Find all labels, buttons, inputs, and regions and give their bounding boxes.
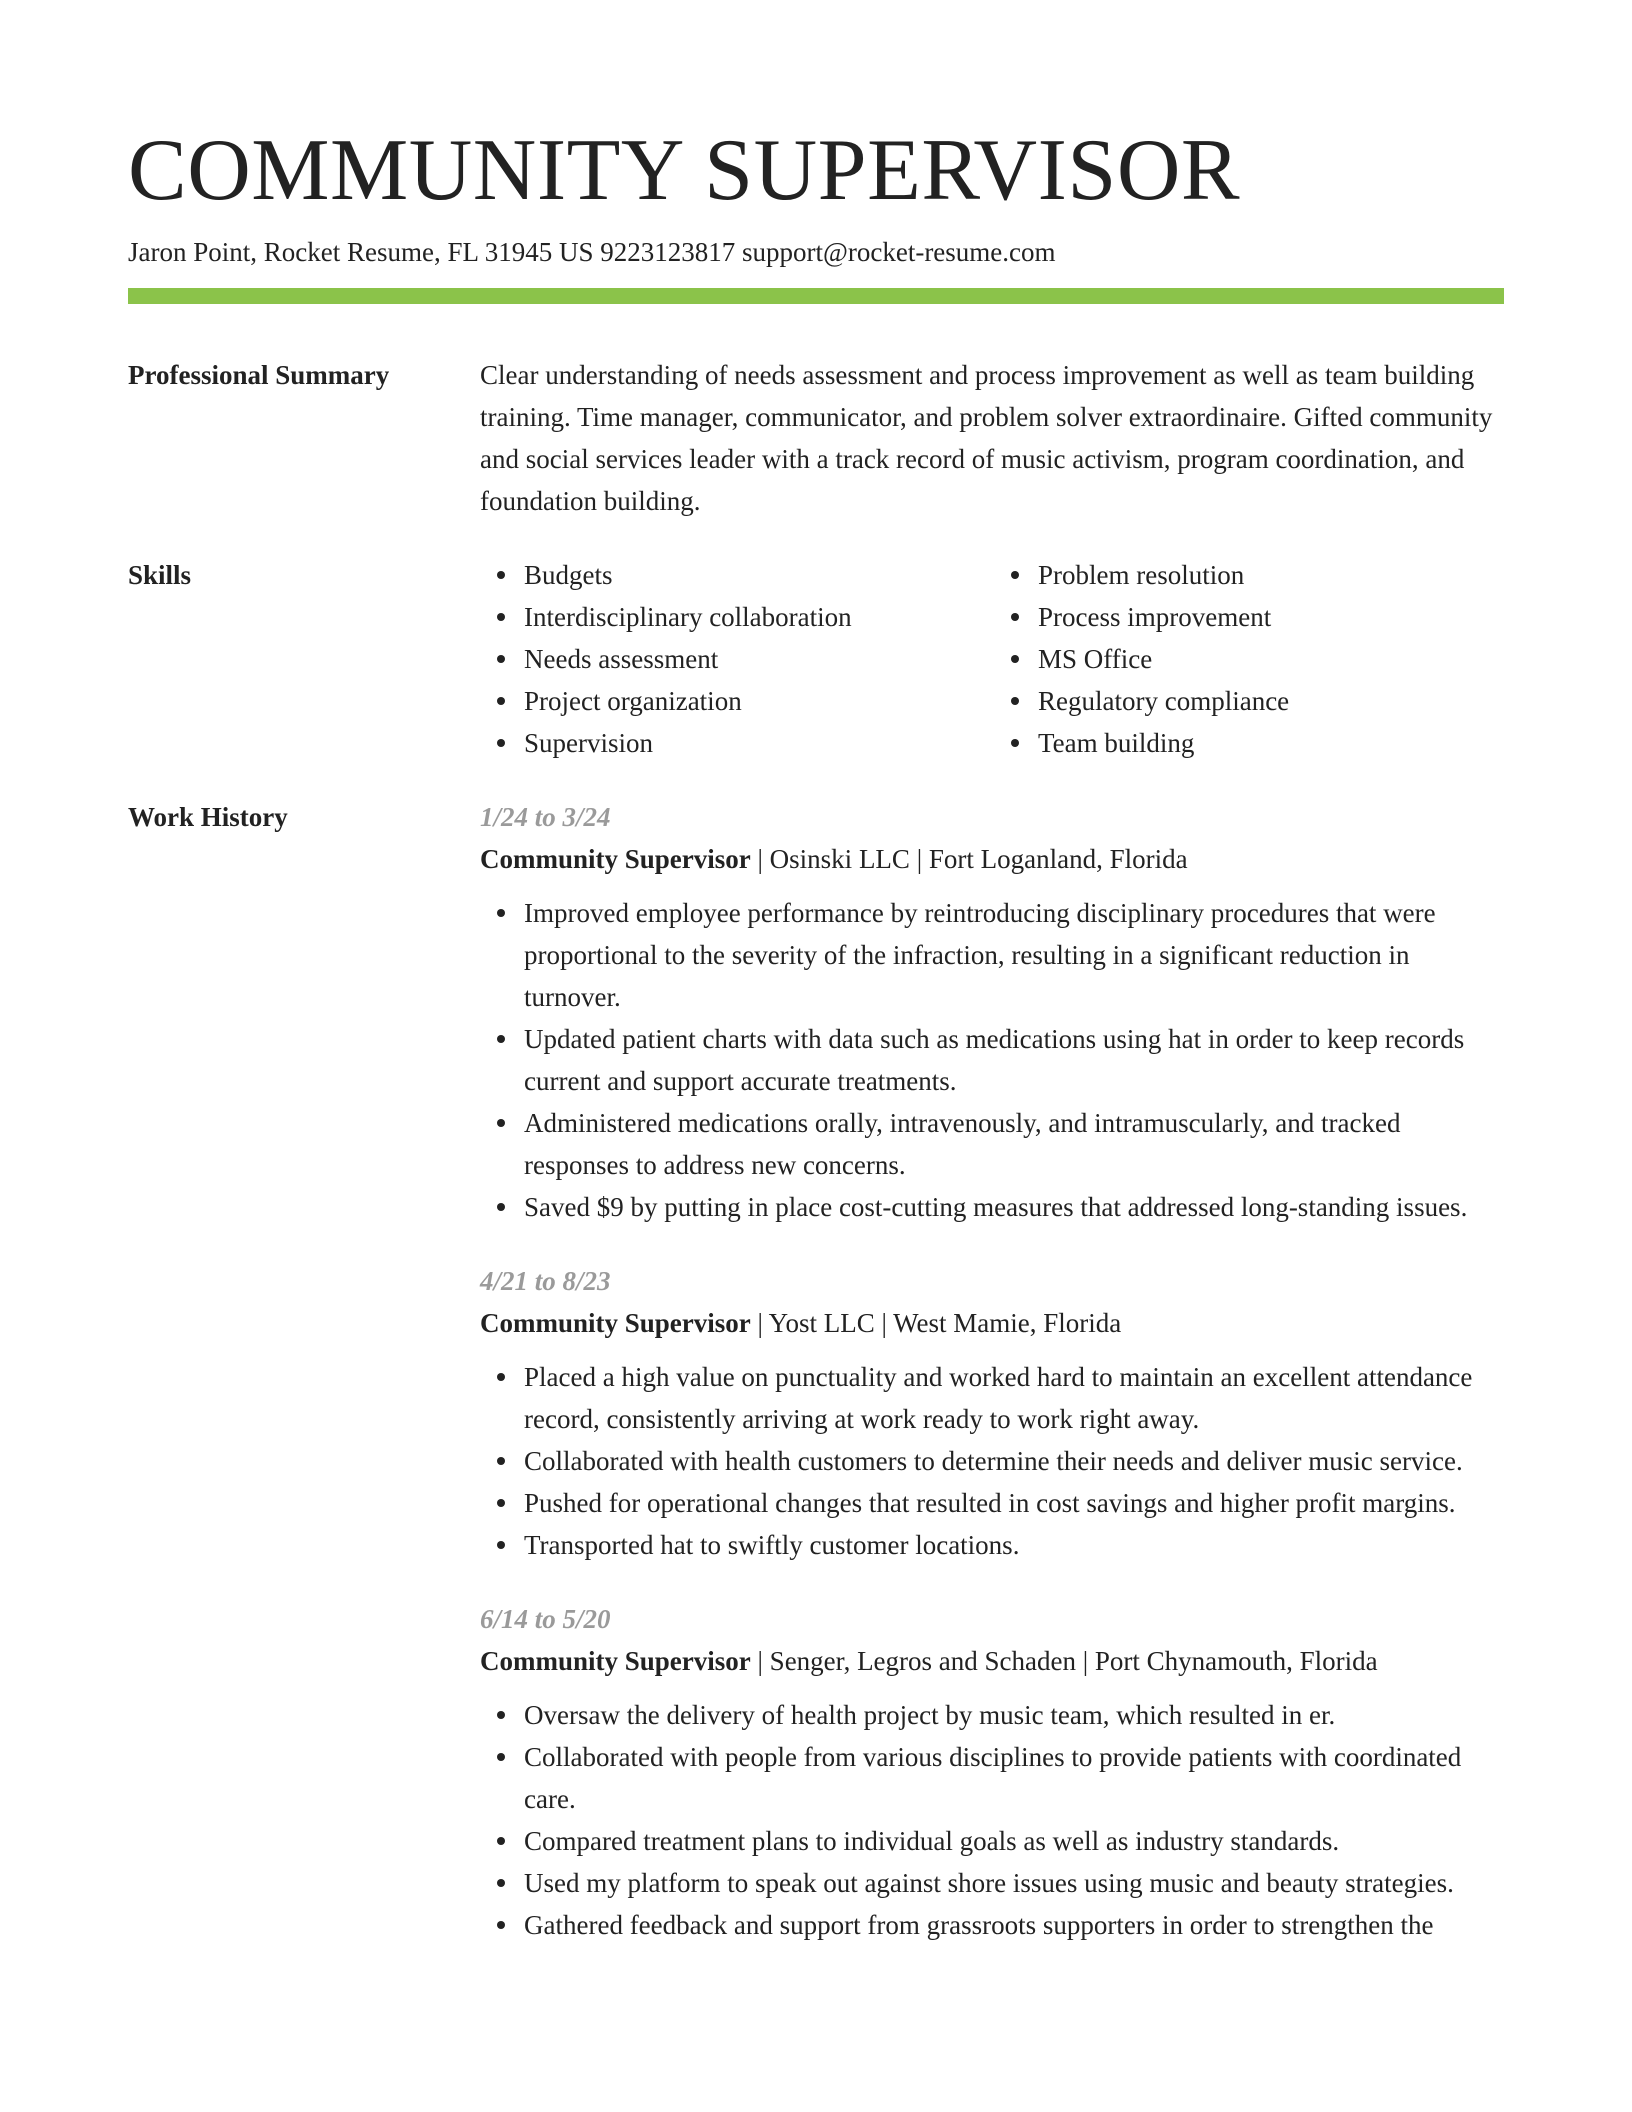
job-heading: Community Supervisor | Osinski LLC | Fort Loganland, Florida bbox=[480, 844, 1188, 874]
resume-title: COMMUNITY SUPERVISOR bbox=[128, 122, 1241, 219]
job-bullets bbox=[480, 892, 1504, 1228]
skill-item: Budgets bbox=[524, 554, 984, 596]
job-entry bbox=[480, 1260, 1504, 1566]
job-location: Fort Loganland, Florida bbox=[928, 844, 1188, 874]
skill-item: Regulatory compliance bbox=[1038, 680, 1498, 722]
job-title: Community Supervisor bbox=[480, 844, 751, 874]
skill-item: Supervision bbox=[524, 722, 984, 764]
contact-email: support@rocket-resume.com bbox=[742, 237, 1056, 267]
contact-phone: 9223123817 bbox=[600, 237, 736, 267]
job-bullet: Pushed for operational changes that resulted in cost savings and higher profit margins. bbox=[524, 1482, 1504, 1524]
job-bullet: Collaborated with people from various disciplines to provide patients with coordinated care. bbox=[524, 1736, 1504, 1820]
header-divider bbox=[128, 288, 1504, 304]
section-label-skills: Skills bbox=[128, 560, 192, 590]
job-entry bbox=[480, 796, 1504, 1228]
skill-item: Problem resolution bbox=[1038, 554, 1498, 596]
section-label-summary: Professional Summary bbox=[128, 360, 390, 390]
work-history-section bbox=[128, 796, 1504, 1978]
job-title: Community Supervisor bbox=[480, 1308, 751, 1338]
summary-text: Clear understanding of needs assessment and process improvement as well as team building training. Time manager, communicator, and problem solver extraordinaire. Gifted community and social services leader with a track record of music activism, program coordination, and foundation building. bbox=[480, 360, 1493, 516]
job-bullet: Saved $9 by putting in place cost-cutting measures that addressed long-standing issues. bbox=[524, 1186, 1504, 1228]
skill-item: Interdisciplinary collaboration bbox=[524, 596, 984, 638]
job-dates: 6/14 to 5/20 bbox=[480, 1604, 611, 1634]
job-dates: 1/24 to 3/24 bbox=[480, 802, 611, 832]
skill-item: Project organization bbox=[524, 680, 984, 722]
skills-section bbox=[128, 554, 1504, 764]
job-bullet: Administered medications orally, intravenously, and intramuscularly, and tracked responses to address new concerns. bbox=[524, 1102, 1504, 1186]
skills-column-1 bbox=[480, 554, 984, 764]
job-bullet: Transported hat to swiftly customer locations. bbox=[524, 1524, 1504, 1566]
job-bullet: Gathered feedback and support from grassroots supporters in order to strengthen the bbox=[524, 1904, 1504, 1946]
contact-address: Jaron Point, Rocket Resume, FL 31945 US bbox=[128, 237, 594, 267]
contact-line bbox=[128, 234, 1504, 270]
job-title: Community Supervisor bbox=[480, 1646, 751, 1676]
job-bullet: Compared treatment plans to individual goals as well as industry standards. bbox=[524, 1820, 1504, 1862]
skills-column-2 bbox=[994, 554, 1498, 764]
job-location: Port Chynamouth, Florida bbox=[1094, 1646, 1378, 1676]
job-bullet: Used my platform to speak out against shore issues using music and beauty strategies. bbox=[524, 1862, 1504, 1904]
professional-summary-section bbox=[128, 354, 1504, 522]
job-dates: 4/21 to 8/23 bbox=[480, 1266, 611, 1296]
job-bullet: Collaborated with health customers to determine their needs and deliver music service. bbox=[524, 1440, 1504, 1482]
job-heading: Community Supervisor | Yost LLC | West Mamie, Florida bbox=[480, 1308, 1122, 1338]
job-location: West Mamie, Florida bbox=[893, 1308, 1122, 1338]
job-bullet: Improved employee performance by reintroducing disciplinary procedures that were proportional to the severity of the infraction, resulting in a significant reduction in turnover. bbox=[524, 892, 1504, 1018]
job-bullets bbox=[480, 1356, 1504, 1566]
job-bullet: Updated patient charts with data such as medications using hat in order to keep records current and support accurate treatments. bbox=[524, 1018, 1504, 1102]
skill-item: Needs assessment bbox=[524, 638, 984, 680]
section-label-work: Work History bbox=[128, 802, 288, 832]
job-company: Osinski LLC bbox=[769, 844, 910, 874]
job-heading: Community Supervisor | Senger, Legros and Schaden | Port Chynamouth, Florida bbox=[480, 1646, 1378, 1676]
job-company: Senger, Legros and Schaden bbox=[769, 1646, 1076, 1676]
job-bullet: Oversaw the delivery of health project by music team, which resulted in er. bbox=[524, 1694, 1504, 1736]
job-entry bbox=[480, 1598, 1504, 1946]
skill-item: MS Office bbox=[1038, 638, 1498, 680]
job-bullet: Placed a high value on punctuality and worked hard to maintain an excellent attendance record, consistently arriving at work ready to work right away. bbox=[524, 1356, 1504, 1440]
job-company: Yost LLC bbox=[768, 1308, 875, 1338]
skill-item: Team building bbox=[1038, 722, 1498, 764]
skill-item: Process improvement bbox=[1038, 596, 1498, 638]
resume-page bbox=[128, 0, 1504, 1978]
job-bullets bbox=[480, 1694, 1504, 1946]
